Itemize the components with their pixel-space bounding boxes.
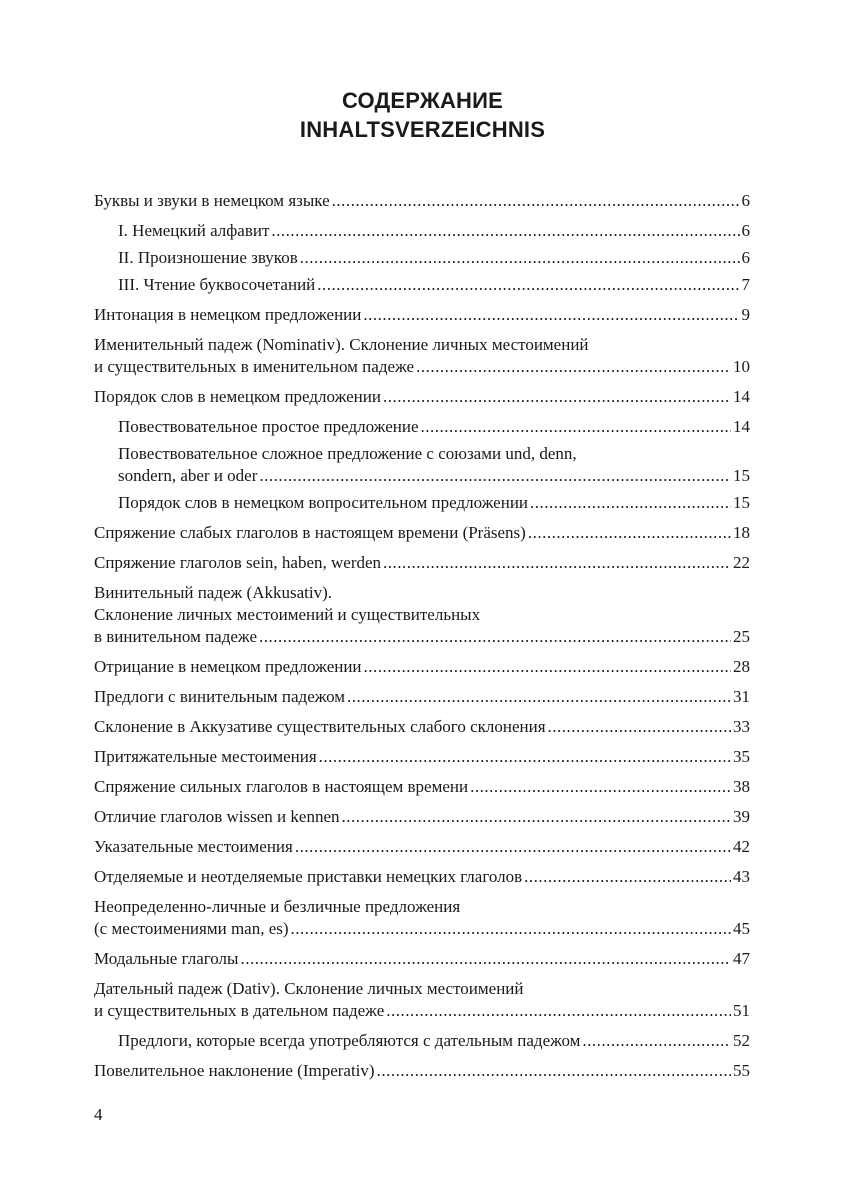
toc-entry-text: Дательный падеж (Dativ). Склонение личных местоимений bbox=[94, 979, 524, 998]
toc-entry-text: Отделяемые и неотделяемые приставки немецких глаголов bbox=[94, 867, 523, 886]
toc-page-number: 52 bbox=[733, 1031, 750, 1050]
toc-entry-row bbox=[118, 492, 750, 514]
dot-leader bbox=[470, 776, 731, 798]
dot-leader bbox=[317, 274, 739, 296]
toc-entry bbox=[94, 190, 750, 212]
toc-page-number: 7 bbox=[741, 275, 750, 294]
toc-entry-text: Повелительное наклонение (Imperativ) bbox=[94, 1061, 375, 1080]
dot-leader bbox=[259, 465, 731, 487]
dot-leader bbox=[291, 918, 731, 940]
toc-entry bbox=[94, 386, 750, 408]
toc-page-number: 39 bbox=[733, 807, 750, 826]
toc-entry-row bbox=[94, 836, 750, 858]
toc-entry bbox=[94, 656, 750, 678]
toc-page-number: 6 bbox=[741, 248, 750, 267]
toc-entry bbox=[94, 776, 750, 798]
toc-entry-text: I. Немецкий алфавит bbox=[118, 221, 270, 240]
toc-entry bbox=[94, 582, 750, 648]
toc-entry bbox=[94, 552, 750, 574]
dot-leader bbox=[271, 220, 739, 242]
toc-page-number: 15 bbox=[733, 466, 750, 485]
toc-entry bbox=[94, 836, 750, 858]
dot-leader bbox=[383, 386, 731, 408]
table-of-contents bbox=[94, 190, 750, 1090]
toc-subentry bbox=[118, 220, 750, 242]
toc-page-number: 55 bbox=[733, 1061, 750, 1080]
toc-entry bbox=[94, 896, 750, 940]
toc-entry-text: Порядок слов в немецком предложении bbox=[94, 387, 381, 406]
toc-entry-row bbox=[94, 522, 750, 544]
dot-leader bbox=[240, 948, 731, 970]
toc-page-number: 25 bbox=[733, 627, 750, 646]
toc-entry-row bbox=[94, 386, 750, 408]
toc-entry-text: III. Чтение буквосочетаний bbox=[118, 275, 316, 294]
toc-entry-text: Отрицание в немецком предложении bbox=[94, 657, 362, 676]
page-number: 4 bbox=[94, 1105, 103, 1124]
toc-entry-row bbox=[94, 686, 750, 708]
dot-leader bbox=[421, 416, 732, 438]
toc-entry-text: Предлоги с винительным падежом bbox=[94, 687, 345, 706]
toc-entry-row bbox=[94, 948, 750, 970]
toc-entry-row bbox=[94, 626, 750, 648]
toc-page-number: 43 bbox=[733, 867, 750, 886]
toc-entry-row bbox=[118, 416, 750, 438]
toc-page-number: 9 bbox=[741, 305, 750, 324]
toc-entry-text: Склонение в Аккузативе существительных слабого склонения bbox=[94, 717, 546, 736]
dot-leader bbox=[548, 716, 731, 738]
toc-entry-row bbox=[94, 190, 750, 212]
toc-page-number: 51 bbox=[733, 1001, 750, 1020]
toc-entry-text: Неопределенно-личные и безличные предложения bbox=[94, 897, 461, 916]
toc-entry-text: Повествовательное сложное предложение с союзами und, denn, bbox=[118, 444, 577, 463]
dot-leader bbox=[386, 1000, 731, 1022]
toc-page-number: 38 bbox=[733, 777, 750, 796]
toc-entry-row bbox=[94, 552, 750, 574]
dot-leader bbox=[363, 304, 739, 326]
toc-entry-text: и существительных в дательном падеже bbox=[94, 1001, 385, 1020]
dot-leader bbox=[259, 626, 731, 648]
toc-page-number: 45 bbox=[733, 919, 750, 938]
dot-leader bbox=[530, 492, 731, 514]
toc-entry bbox=[94, 978, 750, 1022]
toc-subentry bbox=[118, 274, 750, 296]
toc-entry-text: Повествовательное простое предложение bbox=[118, 417, 419, 436]
title-german: INHALTSVERZEICHNIS bbox=[299, 117, 546, 142]
dot-leader bbox=[319, 746, 731, 768]
toc-page-number: 31 bbox=[733, 687, 750, 706]
toc-entry bbox=[94, 686, 750, 708]
toc-entry-row bbox=[94, 776, 750, 798]
toc-entry-text: Именительный падеж (Nominativ). Склонение личных местоимений bbox=[94, 335, 589, 354]
toc-entry bbox=[94, 866, 750, 888]
title-russian: СОДЕРЖАНИЕ bbox=[341, 88, 504, 113]
toc-page-number: 10 bbox=[733, 357, 750, 376]
toc-entry-text: Буквы и звуки в немецком языке bbox=[94, 191, 330, 210]
toc-page-number: 6 bbox=[741, 191, 750, 210]
toc-entry-text: Указательные местоимения bbox=[94, 837, 293, 856]
dot-leader bbox=[383, 552, 731, 574]
toc-subentry bbox=[118, 492, 750, 514]
toc-subentry bbox=[118, 247, 750, 269]
dot-leader bbox=[332, 190, 740, 212]
toc-entry-row bbox=[118, 220, 750, 242]
toc-entry-text: II. Произношение звуков bbox=[118, 248, 298, 267]
dot-leader bbox=[582, 1030, 731, 1052]
toc-entry-row bbox=[94, 656, 750, 678]
toc-entry-text: Порядок слов в немецком вопросительном предложении bbox=[118, 493, 529, 512]
toc-entry-text: Интонация в немецком предложении bbox=[94, 305, 362, 324]
toc-page-number: 22 bbox=[733, 553, 750, 572]
dot-leader bbox=[300, 247, 740, 269]
dot-leader bbox=[528, 522, 731, 544]
toc-page-number: 18 bbox=[733, 523, 750, 542]
dot-leader bbox=[295, 836, 731, 858]
toc-page-number: 15 bbox=[733, 493, 750, 512]
toc-entry-row bbox=[118, 1030, 750, 1052]
toc-page-number: 42 bbox=[733, 837, 750, 856]
toc-entry-text: в винительном падеже bbox=[94, 627, 257, 646]
toc-entry-row bbox=[94, 746, 750, 768]
toc-entry-row bbox=[94, 1000, 750, 1022]
toc-page-number: 14 bbox=[733, 417, 750, 436]
dot-leader bbox=[364, 656, 731, 678]
toc-page-number: 14 bbox=[733, 387, 750, 406]
toc-entry-row bbox=[118, 274, 750, 296]
toc-subentry bbox=[118, 1030, 750, 1052]
toc-entry-row bbox=[118, 247, 750, 269]
toc-entry-text: Отличие глаголов wissen и kennen bbox=[94, 807, 340, 826]
toc-entry bbox=[94, 948, 750, 970]
toc-entry-text: Спряжение сильных глаголов в настоящем времени bbox=[94, 777, 469, 796]
toc-page-number: 47 bbox=[733, 949, 750, 968]
toc-entry bbox=[94, 746, 750, 768]
dot-leader bbox=[416, 356, 731, 378]
toc-entry-row bbox=[118, 465, 750, 487]
dot-leader bbox=[347, 686, 731, 708]
dot-leader bbox=[377, 1060, 731, 1082]
toc-page-number: 33 bbox=[733, 717, 750, 736]
toc-entry-text: и существительных в именительном падеже bbox=[94, 357, 415, 376]
toc-entry-text: (с местоимениями man, es) bbox=[94, 919, 289, 938]
toc-subentry bbox=[118, 443, 750, 487]
toc-entry-row bbox=[94, 304, 750, 326]
toc-entry-text: Притяжательные местоимения bbox=[94, 747, 317, 766]
toc-subentry bbox=[118, 416, 750, 438]
toc-entry bbox=[94, 304, 750, 326]
toc-entry bbox=[94, 1060, 750, 1082]
toc-entry-text: Спряжение глаголов sein, haben, werden bbox=[94, 553, 382, 572]
toc-page-number: 6 bbox=[741, 221, 750, 240]
toc-entry-row bbox=[94, 1060, 750, 1082]
toc-entry bbox=[94, 522, 750, 544]
toc-entry-row bbox=[94, 918, 750, 940]
toc-entry bbox=[94, 716, 750, 738]
dot-leader bbox=[342, 806, 732, 828]
toc-entry-text: Спряжение слабых глаголов в настоящем времени (Präsens) bbox=[94, 523, 526, 542]
toc-page-number: 35 bbox=[733, 747, 750, 766]
toc-entry-text: Склонение личных местоимений и существительных bbox=[94, 605, 481, 624]
toc-entry-row bbox=[94, 716, 750, 738]
toc-heading bbox=[0, 86, 845, 144]
dot-leader bbox=[524, 866, 731, 888]
toc-entry-row bbox=[94, 806, 750, 828]
toc-entry bbox=[94, 806, 750, 828]
toc-page-number: 28 bbox=[733, 657, 750, 676]
toc-entry-text: Винительный падеж (Akkusativ). bbox=[94, 583, 332, 602]
toc-entry bbox=[94, 334, 750, 378]
toc-entry-text: Модальные глаголы bbox=[94, 949, 239, 968]
toc-entry-text: Предлоги, которые всегда употребляются с дательным падежом bbox=[118, 1031, 581, 1050]
toc-entry-row bbox=[94, 866, 750, 888]
toc-entry-text: sondern, aber и oder bbox=[118, 466, 258, 485]
toc-entry-row bbox=[94, 356, 750, 378]
